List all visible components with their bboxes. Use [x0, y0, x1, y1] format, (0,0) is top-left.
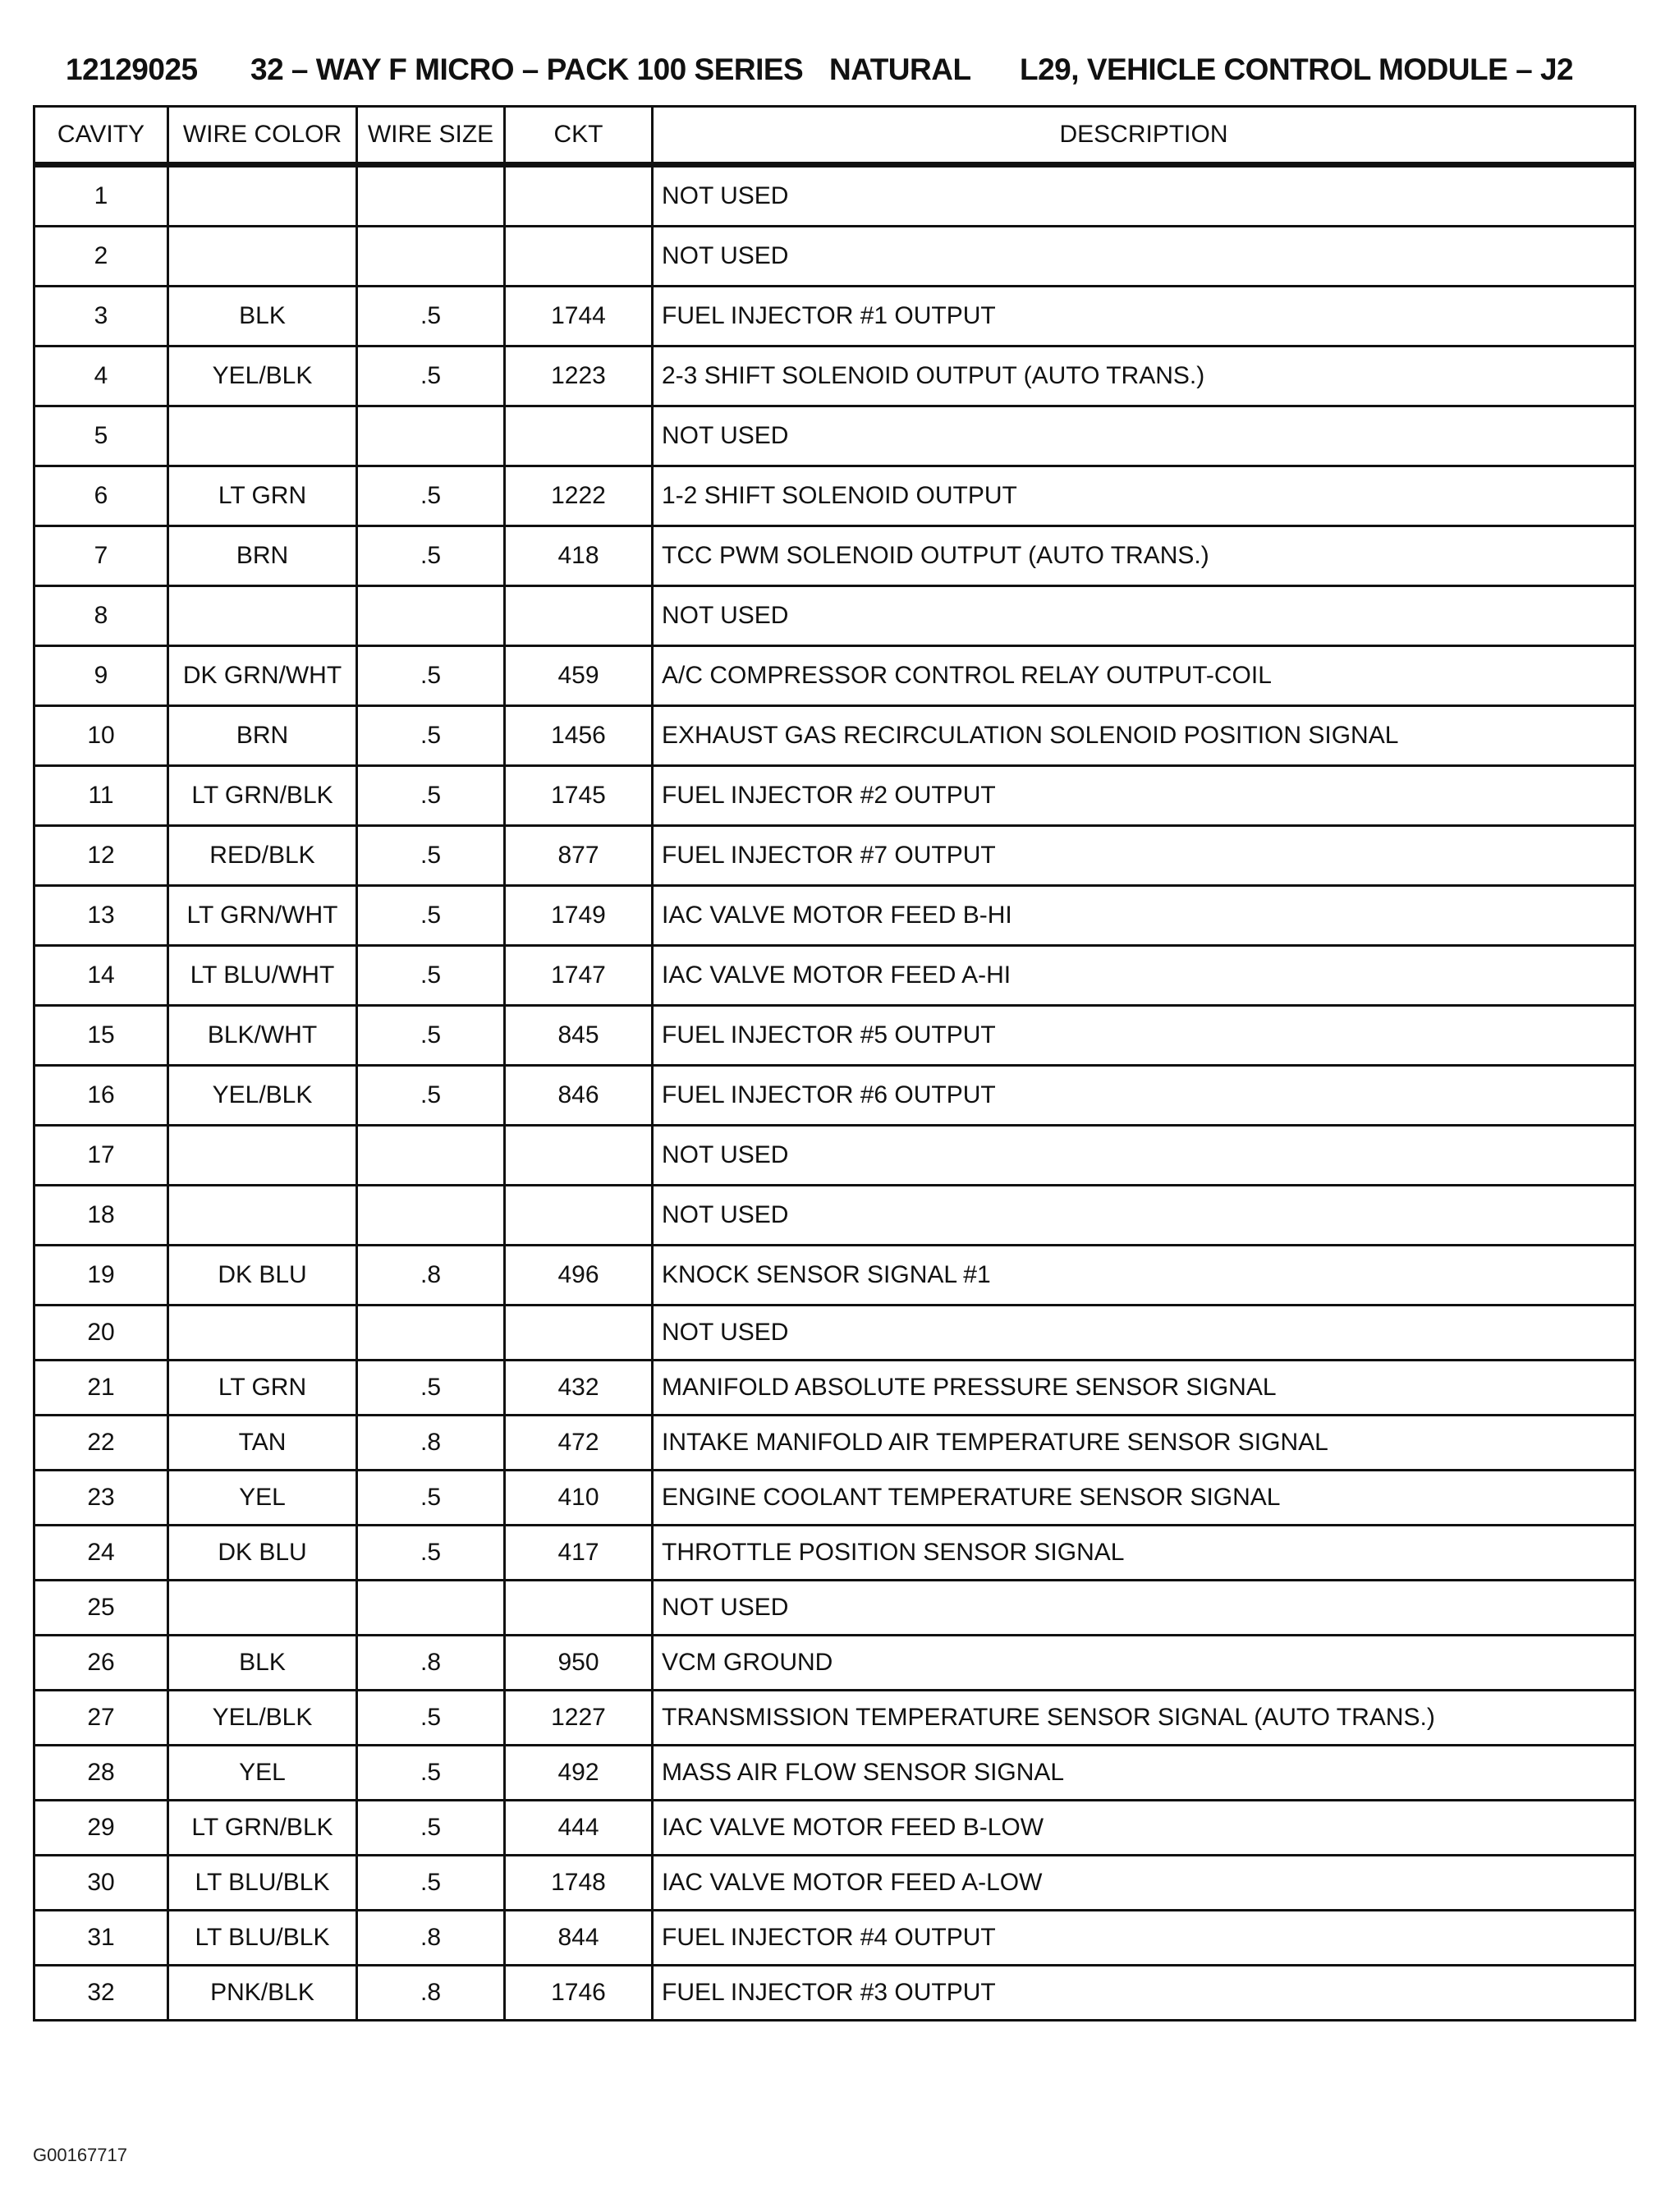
cell-wire-size: .5 [357, 1471, 505, 1526]
cell-wire-color: YEL/BLK [168, 1691, 357, 1746]
cell-wire-size [357, 165, 505, 227]
cell-cavity: 1 [34, 165, 168, 227]
cell-description: NOT USED [653, 406, 1635, 466]
cell-description: NOT USED [653, 1306, 1635, 1361]
cell-cavity: 32 [34, 1966, 168, 2021]
cell-ckt: 459 [505, 646, 653, 706]
cell-wire-size: .5 [357, 1691, 505, 1746]
cell-wire-color: BLK [168, 287, 357, 346]
cell-wire-color: LT GRN/BLK [168, 1801, 357, 1856]
cell-wire-color [168, 1306, 357, 1361]
cell-ckt: 1227 [505, 1691, 653, 1746]
table-row [34, 1966, 1635, 2021]
table-row [34, 826, 1635, 886]
cell-wire-size: .5 [357, 287, 505, 346]
column-header-ckt: CKT [505, 107, 653, 165]
cell-ckt: 1456 [505, 706, 653, 766]
cell-cavity: 31 [34, 1911, 168, 1966]
table-row [34, 886, 1635, 946]
cell-wire-size: .5 [357, 1066, 505, 1126]
table-row [34, 287, 1635, 346]
cell-wire-color: TAN [168, 1416, 357, 1471]
cell-cavity: 24 [34, 1526, 168, 1581]
cell-ckt: 1746 [505, 1966, 653, 2021]
table-row [34, 1416, 1635, 1471]
table-row [34, 406, 1635, 466]
cell-description: INTAKE MANIFOLD AIR TEMPERATURE SENSOR SIGNAL [653, 1416, 1635, 1471]
cell-cavity: 9 [34, 646, 168, 706]
cell-wire-color: DK GRN/WHT [168, 646, 357, 706]
cell-cavity: 10 [34, 706, 168, 766]
cell-ckt: 845 [505, 1006, 653, 1066]
cell-description: THROTTLE POSITION SENSOR SIGNAL [653, 1526, 1635, 1581]
cell-ckt [505, 165, 653, 227]
cell-cavity: 14 [34, 946, 168, 1006]
column-header-cavity: CAVITY [34, 107, 168, 165]
cell-cavity: 17 [34, 1126, 168, 1186]
cell-ckt: 950 [505, 1636, 653, 1691]
cell-wire-size [357, 1126, 505, 1186]
cell-cavity: 29 [34, 1801, 168, 1856]
pinout-table [33, 105, 1636, 2022]
document-header [66, 53, 1626, 102]
table-row [34, 1471, 1635, 1526]
cell-description: TCC PWM SOLENOID OUTPUT (AUTO TRANS.) [653, 526, 1635, 586]
cell-wire-color [168, 165, 357, 227]
cell-description: FUEL INJECTOR #7 OUTPUT [653, 826, 1635, 886]
table-row [34, 1361, 1635, 1416]
table-row [34, 346, 1635, 406]
cell-description: KNOCK SENSOR SIGNAL #1 [653, 1246, 1635, 1306]
table-row [34, 1856, 1635, 1911]
cell-description: IAC VALVE MOTOR FEED B-LOW [653, 1801, 1635, 1856]
cell-description: MANIFOLD ABSOLUTE PRESSURE SENSOR SIGNAL [653, 1361, 1635, 1416]
cell-wire-size: .8 [357, 1416, 505, 1471]
cell-wire-color [168, 1581, 357, 1636]
cell-ckt: 418 [505, 526, 653, 586]
cell-wire-size: .5 [357, 1526, 505, 1581]
table-row [34, 1581, 1635, 1636]
cell-wire-size: .5 [357, 826, 505, 886]
cell-wire-size: .5 [357, 526, 505, 586]
cell-wire-size [357, 586, 505, 646]
table-row [34, 646, 1635, 706]
table-row [34, 1066, 1635, 1126]
cell-cavity: 15 [34, 1006, 168, 1066]
cell-description: TRANSMISSION TEMPERATURE SENSOR SIGNAL (AUTO TRANS.) [653, 1691, 1635, 1746]
cell-wire-color [168, 406, 357, 466]
cell-description: FUEL INJECTOR #2 OUTPUT [653, 766, 1635, 826]
cell-description: 2-3 SHIFT SOLENOID OUTPUT (AUTO TRANS.) [653, 346, 1635, 406]
table-header [34, 107, 1635, 165]
cell-cavity: 21 [34, 1361, 168, 1416]
cell-wire-color: BRN [168, 706, 357, 766]
cell-wire-size [357, 406, 505, 466]
cell-ckt [505, 1306, 653, 1361]
cell-wire-color [168, 1126, 357, 1186]
cell-cavity: 6 [34, 466, 168, 526]
cell-wire-size [357, 227, 505, 287]
cell-wire-size: .5 [357, 1801, 505, 1856]
cell-wire-color: LT GRN/BLK [168, 766, 357, 826]
cell-description: A/C COMPRESSOR CONTROL RELAY OUTPUT-COIL [653, 646, 1635, 706]
cell-ckt [505, 1126, 653, 1186]
cell-ckt: 1747 [505, 946, 653, 1006]
table-row [34, 586, 1635, 646]
cell-cavity: 7 [34, 526, 168, 586]
cell-description: IAC VALVE MOTOR FEED B-HI [653, 886, 1635, 946]
cell-description: FUEL INJECTOR #6 OUTPUT [653, 1066, 1635, 1126]
cell-wire-color: PNK/BLK [168, 1966, 357, 2021]
table-row [34, 1636, 1635, 1691]
cell-wire-size: .5 [357, 946, 505, 1006]
cell-description: FUEL INJECTOR #1 OUTPUT [653, 287, 1635, 346]
header-row [34, 107, 1635, 165]
cell-wire-color: LT BLU/BLK [168, 1856, 357, 1911]
cell-wire-color: YEL [168, 1746, 357, 1801]
cell-cavity: 2 [34, 227, 168, 287]
connector-color: NATURAL [829, 53, 971, 86]
cell-wire-size: .5 [357, 1746, 505, 1801]
table-row [34, 1126, 1635, 1186]
cell-description: NOT USED [653, 227, 1635, 287]
cell-wire-color [168, 586, 357, 646]
column-header-description: DESCRIPTION [653, 107, 1635, 165]
cell-ckt: 1222 [505, 466, 653, 526]
cell-ckt [505, 227, 653, 287]
cell-wire-size: .5 [357, 886, 505, 946]
table-row [34, 526, 1635, 586]
table-row [34, 706, 1635, 766]
cell-ckt [505, 1186, 653, 1246]
cell-wire-color: YEL/BLK [168, 1066, 357, 1126]
component-name: L29, VEHICLE CONTROL MODULE – J2 [1020, 53, 1574, 86]
cell-ckt [505, 586, 653, 646]
cell-wire-size: .8 [357, 1911, 505, 1966]
table-row [34, 1186, 1635, 1246]
cell-wire-size: .5 [357, 706, 505, 766]
cell-wire-size: .5 [357, 1006, 505, 1066]
cell-wire-size: .5 [357, 1856, 505, 1911]
cell-wire-color: BLK [168, 1636, 357, 1691]
table-row [34, 1306, 1635, 1361]
cell-description: FUEL INJECTOR #4 OUTPUT [653, 1911, 1635, 1966]
cell-cavity: 19 [34, 1246, 168, 1306]
cell-ckt: 410 [505, 1471, 653, 1526]
cell-wire-color [168, 227, 357, 287]
cell-cavity: 5 [34, 406, 168, 466]
cell-ckt: 877 [505, 826, 653, 886]
cell-wire-color: YEL [168, 1471, 357, 1526]
cell-cavity: 22 [34, 1416, 168, 1471]
table-row [34, 1691, 1635, 1746]
cell-ckt [505, 1581, 653, 1636]
table-row [34, 165, 1635, 227]
cell-ckt: 1744 [505, 287, 653, 346]
cell-ckt [505, 406, 653, 466]
cell-cavity: 27 [34, 1691, 168, 1746]
figure-id: G00167717 [33, 2145, 127, 2165]
cell-wire-color: LT GRN [168, 1361, 357, 1416]
cell-cavity: 28 [34, 1746, 168, 1801]
cell-cavity: 20 [34, 1306, 168, 1361]
table-row [34, 1526, 1635, 1581]
cell-cavity: 11 [34, 766, 168, 826]
cell-ckt: 846 [505, 1066, 653, 1126]
cell-wire-color: LT GRN [168, 466, 357, 526]
cell-description: FUEL INJECTOR #5 OUTPUT [653, 1006, 1635, 1066]
table-row [34, 1746, 1635, 1801]
table-row [34, 1006, 1635, 1066]
cell-description: NOT USED [653, 1581, 1635, 1636]
cell-wire-size [357, 1186, 505, 1246]
cell-description: FUEL INJECTOR #3 OUTPUT [653, 1966, 1635, 2021]
cell-description: EXHAUST GAS RECIRCULATION SOLENOID POSITION SIGNAL [653, 706, 1635, 766]
cell-wire-size: .5 [357, 646, 505, 706]
table-body [34, 165, 1635, 2021]
cell-cavity: 12 [34, 826, 168, 886]
cell-wire-size: .8 [357, 1246, 505, 1306]
part-number: 12129025 [66, 53, 198, 86]
cell-wire-size: .5 [357, 766, 505, 826]
cell-description: IAC VALVE MOTOR FEED A-HI [653, 946, 1635, 1006]
cell-cavity: 4 [34, 346, 168, 406]
cell-ckt: 417 [505, 1526, 653, 1581]
cell-wire-size [357, 1581, 505, 1636]
column-header-wire-color: WIRE COLOR [168, 107, 357, 165]
cell-wire-color [168, 1186, 357, 1246]
cell-ckt: 844 [505, 1911, 653, 1966]
cell-cavity: 16 [34, 1066, 168, 1126]
cell-ckt: 1223 [505, 346, 653, 406]
cell-description: VCM GROUND [653, 1636, 1635, 1691]
cell-description: ENGINE COOLANT TEMPERATURE SENSOR SIGNAL [653, 1471, 1635, 1526]
cell-wire-size: .5 [357, 346, 505, 406]
cell-wire-color: DK BLU [168, 1246, 357, 1306]
cell-wire-color: RED/BLK [168, 826, 357, 886]
cell-cavity: 30 [34, 1856, 168, 1911]
cell-description: IAC VALVE MOTOR FEED A-LOW [653, 1856, 1635, 1911]
table-row [34, 1246, 1635, 1306]
cell-cavity: 26 [34, 1636, 168, 1691]
cell-cavity: 18 [34, 1186, 168, 1246]
cell-ckt: 472 [505, 1416, 653, 1471]
cell-ckt: 496 [505, 1246, 653, 1306]
table-row [34, 1911, 1635, 1966]
cell-ckt: 1749 [505, 886, 653, 946]
cell-ckt: 1748 [505, 1856, 653, 1911]
cell-ckt: 432 [505, 1361, 653, 1416]
cell-wire-color: BRN [168, 526, 357, 586]
cell-cavity: 25 [34, 1581, 168, 1636]
cell-description: NOT USED [653, 165, 1635, 227]
table-row [34, 227, 1635, 287]
cell-description: NOT USED [653, 1186, 1635, 1246]
cell-description: MASS AIR FLOW SENSOR SIGNAL [653, 1746, 1635, 1801]
cell-description: NOT USED [653, 586, 1635, 646]
cell-description: NOT USED [653, 1126, 1635, 1186]
table-row [34, 946, 1635, 1006]
cell-ckt: 1745 [505, 766, 653, 826]
cell-wire-color: LT GRN/WHT [168, 886, 357, 946]
cell-wire-size: .5 [357, 1361, 505, 1416]
connector-type: 32 – WAY F MICRO – PACK 100 SERIES [250, 53, 804, 86]
cell-wire-color: DK BLU [168, 1526, 357, 1581]
table-row [34, 766, 1635, 826]
cell-ckt: 492 [505, 1746, 653, 1801]
column-header-wire-size: WIRE SIZE [357, 107, 505, 165]
cell-wire-size: .5 [357, 466, 505, 526]
cell-wire-color: YEL/BLK [168, 346, 357, 406]
table-row [34, 466, 1635, 526]
cell-description: 1-2 SHIFT SOLENOID OUTPUT [653, 466, 1635, 526]
cell-cavity: 23 [34, 1471, 168, 1526]
cell-wire-size [357, 1306, 505, 1361]
cell-wire-color: BLK/WHT [168, 1006, 357, 1066]
cell-cavity: 3 [34, 287, 168, 346]
cell-wire-color: LT BLU/BLK [168, 1911, 357, 1966]
cell-cavity: 8 [34, 586, 168, 646]
table-row [34, 1801, 1635, 1856]
cell-wire-color: LT BLU/WHT [168, 946, 357, 1006]
cell-ckt: 444 [505, 1801, 653, 1856]
cell-wire-size: .8 [357, 1966, 505, 2021]
cell-cavity: 13 [34, 886, 168, 946]
cell-wire-size: .8 [357, 1636, 505, 1691]
